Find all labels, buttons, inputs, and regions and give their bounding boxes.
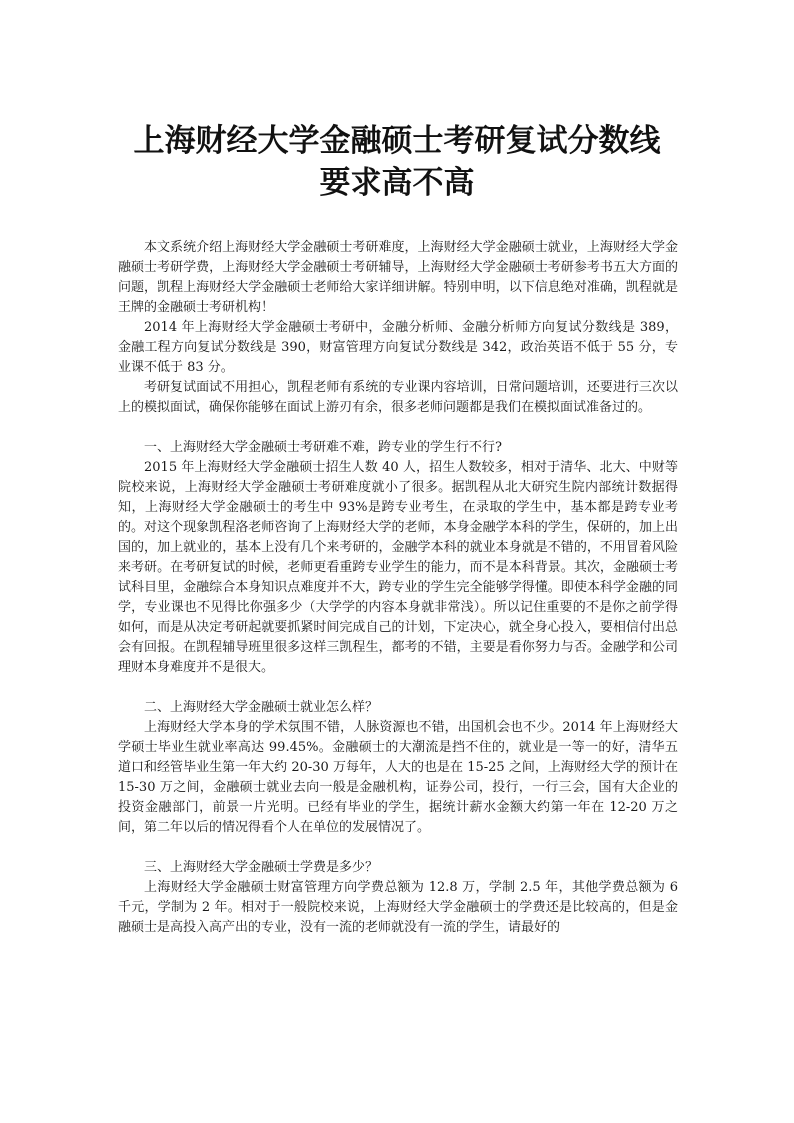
intro-paragraph: 考研复试面试不用担心，凯程老师有系统的专业课内容培训，日常问题培训，还要进行三次以上的模拟面试，确保你能够在面试上游刃有余，很多老师问题都是我们在模拟面试准备过的。 — [118, 380, 678, 415]
section-body-tuition: 上海财经大学金融硕士财富管理方向学费总额为 12.8 万，学制 2.5 年，其他学费总额为 6 千元，学制为 2 年。相对于一般院校来说，上海财经大学金融硕士的学费还是比较高的，但是金融硕士是高投入高产出的专业，没有一流的老师就没有一流的学生，请最好的 — [118, 880, 678, 935]
section-heading-difficulty: 一、上海财经大学金融硕士考研难不难，跨专业的学生行不行? — [144, 440, 502, 455]
document-title-line-1: 上海财经大学金融硕士考研复试分数线 — [133, 123, 661, 159]
intro-paragraph: 本文系统介绍上海财经大学金融硕士考研难度，上海财经大学金融硕士就业，上海财经大学金融硕士考研学费，上海财经大学金融硕士考研辅导，上海财经大学金融硕士考研参考书五大方面的问题，凯程上海财经大学金融硕士老师给大家详细讲解。特别申明，以下信息绝对准确，凯程就是王牌的金融硕士考研机构！ — [118, 240, 678, 315]
paragraph-spacer — [118, 678, 678, 698]
paragraph-spacer — [118, 418, 678, 438]
section-body-difficulty: 2015 年上海财经大学金融硕士招生人数 40 人，招生人数较多，相对于清华、北大、中财等院校来说，上海财经大学金融硕士考研难度就小了很多。据凯程从北大研究生院内部统计数据得知，上海财经大学金融硕士的考生中 93%是跨专业考生，在录取的学生中，基本都是跨专业考的。对这个现象凯程洛老师咨询了上海财经大学的老师，本身金融学本科的学生，保研的，加上出国的，加上就业的，基本上没有几个来考研的，金融学本科的就业本身就是不错的，不用冒着风险来考研。在考研复试的时候，老师更看重跨专业学生的能力，而不是本科背景。其次，金融硕士考试科目里，金融综合本身知识点难度并不大，跨专业的学生完全能够学得懂。即使本科学金融的同学，专业课也不见得比你强多少（大学学的内容本身就非常浅）。所以记住重要的不是你之前学得如何，而是从决定考研起就要抓紧时间完成自己的计划，下定决心，就全身心投入，要相信付出总会有回报。在凯程辅导班里很多这样三凯程生，都考的不错，主要是看你努力与否。金融学和公司理财本身难度并不是很大。 — [118, 460, 678, 675]
section-heading-tuition: 三、上海财经大学金融硕士学费是多少？ — [144, 860, 379, 875]
intro-paragraph: 2014 年上海财经大学金融硕士考研中，金融分析师、金融分析师方向复试分数线是 389，金融工程方向复试分数线是 390，财富管理方向复试分数线是 342，政治英语不低于 55 分，专业课不低于 83 分。 — [118, 320, 678, 375]
document-body — [118, 238, 678, 938]
section-body-employment: 上海财经大学本身的学术氛围不错，人脉资源也不错，出国机会也不少。2014 年上海财经大学硕士毕业生就业率高达 99.45%。金融硕士的大潮流是挡不住的，就业是一等一的好，清华五道口和经管毕业生第一年大约 20-30 万每年，人大的也是在 15-25 之间，上海财经大学的预计在 15-30 万之间，金融硕士就业去向一般是金融机构，证券公司，投行，一行三会，国有大企业的投资金融部门，前景一片光明。已经有毕业的学生，据统计薪水金额大约第一年在 12-20 万之间，第二年以后的情况得看个人在单位的发展情况了。 — [118, 720, 678, 835]
document-title — [110, 120, 684, 204]
paragraph-spacer — [118, 838, 678, 858]
document-title-line-2: 要求高不高 — [319, 165, 475, 201]
section-heading-employment: 二、上海财经大学金融硕士就业怎么样？ — [144, 700, 379, 715]
